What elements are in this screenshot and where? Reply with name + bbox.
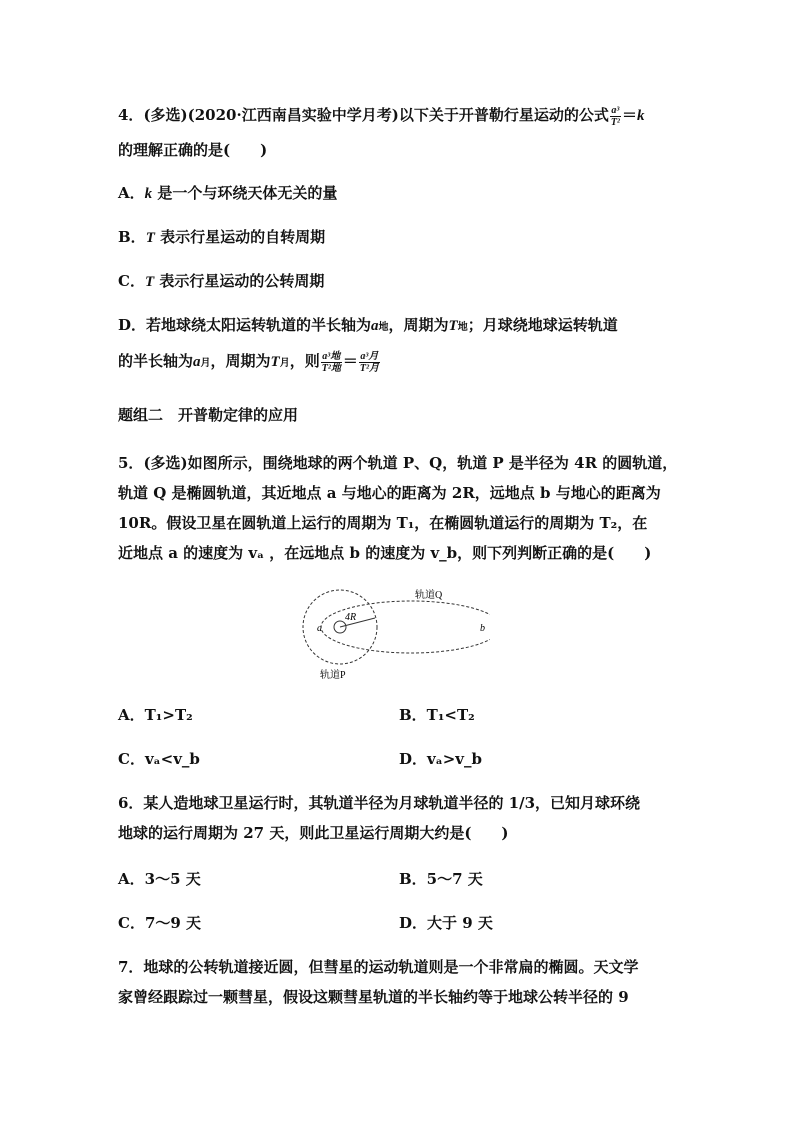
q4-stem-line2: 的理解正确的是( ) xyxy=(118,141,268,159)
orbit-figure xyxy=(300,580,490,690)
q4-option-a-k: k xyxy=(144,186,153,202)
q4-option-c-T: T xyxy=(144,274,155,290)
q4-equals: ＝ xyxy=(621,106,637,124)
q5-stem-line2: 轨道 Q 是椭圆轨道，其近地点 a 与地心的距离为 2R，远地点 b 与地心的距离为 xyxy=(118,484,661,502)
q7-stem-line1: 7．地球的公转轨道接近圆，但彗星的运动轨道则是一个非常扁的椭圆。天文学 xyxy=(118,958,639,976)
q4-d-sub2: 地 xyxy=(457,322,468,333)
q5-option-c: C．vₐ<v_b xyxy=(118,750,200,768)
q6-stem-line1: 6．某人造地球卫星运行时，其轨道半径为月球轨道半径的 1/3，已知月球环绕 xyxy=(118,794,641,812)
q4-tag: (多选) xyxy=(143,106,188,124)
q5-stem-line3: 10R。假设卫星在圆轨道上运行的周期为 T₁，在椭圆轨道运行的周期为 T₂，在 xyxy=(118,514,648,532)
q5-stem-line4: 近地点 a 的速度为 vₐ ，在远地点 b 的速度为 v_b，则下列判断正确的是( ) xyxy=(118,544,652,562)
q4-d-a: a xyxy=(371,318,379,334)
section-heading: 题组二 开普勒定律的应用 xyxy=(118,406,299,424)
q6-option-a: A．3～5 天 xyxy=(118,870,201,888)
q6-option-d: D．大于 9 天 xyxy=(399,914,493,932)
q4-d-a2: a xyxy=(193,354,201,370)
q4-option-b-label: B． xyxy=(118,228,146,246)
q4-frac-den: T² xyxy=(610,116,620,128)
q4-option-c-text: 表示行星运动的公转周期 xyxy=(159,272,325,290)
q4-stem-text: 以下关于开普勒行星运动的公式 xyxy=(398,106,609,124)
q4-option-d-label: D． xyxy=(118,316,147,334)
q4-option-b-T: T xyxy=(145,230,155,246)
q4-k: k xyxy=(636,108,645,124)
q4-source: (2020·江西南昌实验中学月考) xyxy=(187,106,399,124)
q4-d-frac1 xyxy=(321,351,342,374)
q5-tag: (多选) xyxy=(143,454,188,472)
q4-stem-line1 xyxy=(118,104,644,128)
q4-d-text2: ，周期为 xyxy=(388,316,449,334)
q4-d-frac2-num: a³月 xyxy=(360,350,379,362)
q4-option-b xyxy=(118,226,325,249)
q4-d-eq: ＝ xyxy=(342,352,358,370)
q4-option-c xyxy=(118,270,324,293)
q4-d-text3: ；月球绕地球运转轨道 xyxy=(467,316,618,334)
label-orbit-q: 轨道Q xyxy=(415,590,443,601)
q4-option-d-line1 xyxy=(118,314,618,339)
q4-d-frac1-num: a³地 xyxy=(322,350,341,362)
q5-option-a: A．T₁>T₂ xyxy=(118,706,193,724)
q4-d-T2: T xyxy=(270,354,280,370)
q4-d-frac1-den: T²地 xyxy=(321,362,341,374)
q4-number: 4． xyxy=(118,106,144,124)
label-orbit-p: 轨道P xyxy=(320,670,346,681)
q4-d-frac2-den: T²月 xyxy=(359,362,379,374)
q4-formula-fraction xyxy=(610,105,621,128)
q4-d-text6: ，则 xyxy=(289,352,320,370)
q6-stem-line2: 地球的运行周期为 27 天，则此卫星运行周期大约是( ) xyxy=(118,824,509,842)
label-4r: 4R xyxy=(345,612,357,623)
q4-option-d-text: 若地球绕太阳运转轨道的半长轴为 xyxy=(146,316,372,334)
label-a: a xyxy=(317,623,322,634)
q5-option-d: D．vₐ>v_b xyxy=(399,750,482,768)
q4-frac-num: a³ xyxy=(611,104,620,116)
q5-text1: 如图所示，围绕地球的两个轨道 P、Q，轨道 P 是半径为 4R 的圆轨道， xyxy=(187,454,678,472)
q4-option-c-label: C． xyxy=(118,272,145,290)
q4-option-d-line2 xyxy=(118,350,381,375)
q4-option-a-label: A． xyxy=(118,184,145,202)
q5-option-b: B．T₁<T₂ xyxy=(399,706,475,724)
q4-d-sub: 地 xyxy=(378,322,389,333)
q4-d-sub4: 月 xyxy=(279,358,290,369)
q5-number: 5． xyxy=(118,454,144,472)
q4-option-a xyxy=(118,182,337,205)
q6-option-c: C．7～9 天 xyxy=(118,914,202,932)
q7-stem-line2: 家曾经跟踪过一颗彗星，假设这颗彗星轨道的半长轴约等于地球公转半径的 9 xyxy=(118,988,629,1006)
q6-option-b: B．5～7 天 xyxy=(399,870,483,888)
q5-stem-line1 xyxy=(118,452,677,474)
q4-option-a-text: 是一个与环绕天体无关的量 xyxy=(157,184,338,202)
q4-d-frac2 xyxy=(359,351,380,374)
q4-d-text5: ，周期为 xyxy=(210,352,271,370)
q4-d-sub3: 月 xyxy=(200,358,211,369)
q4-option-b-text: 表示行星运动的自转周期 xyxy=(160,228,326,246)
q4-d-T: T xyxy=(448,318,458,334)
q4-d-text4: 的半长轴为 xyxy=(118,352,194,370)
label-b: b xyxy=(480,623,485,634)
